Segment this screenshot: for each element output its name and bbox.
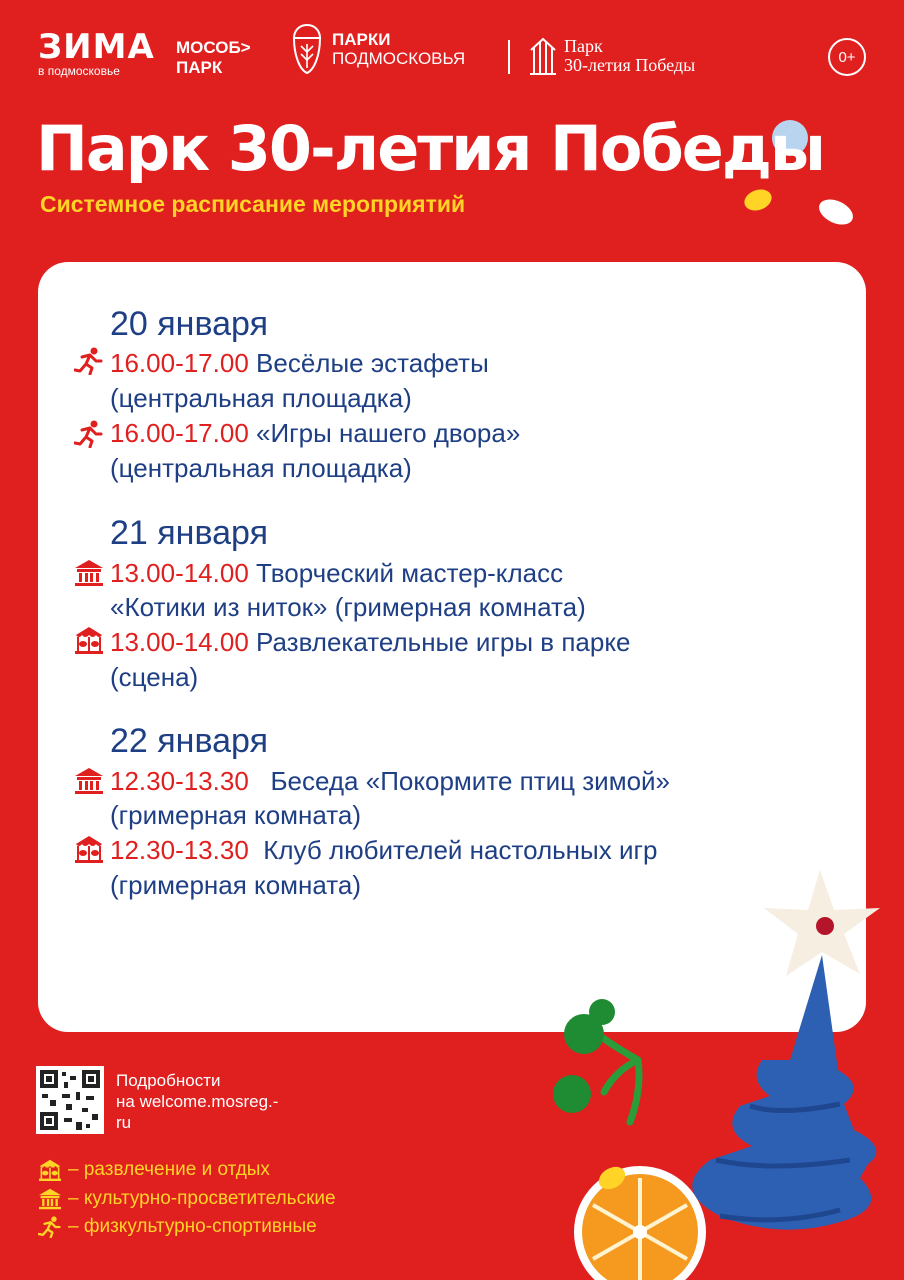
parki-podmoskovya-logo xyxy=(290,22,465,76)
monument-logo-icon xyxy=(528,36,558,76)
event-line xyxy=(110,346,489,380)
event-location: (центральная площадка) xyxy=(110,383,412,413)
event-line xyxy=(110,416,520,450)
zima-logo xyxy=(38,27,155,78)
header-divider xyxy=(508,40,510,74)
carousel-icon xyxy=(38,1159,62,1181)
day-date: 20 января xyxy=(110,305,268,343)
details-line3: ru xyxy=(116,1113,132,1132)
legend-label: – развлечение и отдых xyxy=(68,1159,270,1180)
event-time: 16.00-17.00 xyxy=(110,348,249,378)
event-title: Беседа «Покормите птиц зимой» xyxy=(248,766,671,796)
event-time: 13.00-14.00 xyxy=(110,558,249,588)
running-icon xyxy=(38,1216,62,1238)
event-time: 12.30-13.30 xyxy=(110,835,249,865)
legend-label: – физкультурно-спортивные xyxy=(68,1216,317,1237)
museum-icon xyxy=(74,767,104,795)
event-line xyxy=(110,764,670,798)
mosobpark-logo xyxy=(176,38,251,78)
museum-icon xyxy=(38,1188,62,1210)
day-date: 21 января xyxy=(110,514,268,552)
event-location: (центральная площадка) xyxy=(110,453,412,483)
event-title: Развлекательные игры в парке xyxy=(248,627,631,657)
legend-item-entertainment xyxy=(38,1159,270,1181)
event-location: (сцена) xyxy=(110,662,199,692)
parki-line1: ПАРКИ xyxy=(332,30,391,49)
page-title: Парк 30-летия Победы xyxy=(36,112,824,185)
event-location: (гримерная комната) xyxy=(110,870,362,900)
event-time: 12.30-13.30 xyxy=(110,766,249,796)
mosob-line1: МОСОБ> xyxy=(176,38,251,57)
park30-line2: 30-летия Победы xyxy=(564,55,696,75)
event-title: Весёлые эстафеты xyxy=(248,348,489,378)
event-time: 16.00-17.00 xyxy=(110,418,249,448)
running-icon xyxy=(74,420,104,448)
decor-christmas-tree xyxy=(520,860,904,1280)
event-line xyxy=(110,556,563,590)
day-date: 22 января xyxy=(110,722,268,760)
event-line xyxy=(110,625,630,659)
details-line2: на welcome.mosreg.- xyxy=(116,1092,279,1111)
event-time: 13.00-14.00 xyxy=(110,627,249,657)
legend-item-sport xyxy=(38,1216,317,1238)
event-location: (гримерная комната) xyxy=(110,800,362,830)
park30-line1: Парк xyxy=(564,36,603,56)
carousel-icon xyxy=(74,626,104,654)
museum-icon xyxy=(74,559,104,587)
running-icon xyxy=(74,347,104,375)
event-title: «Игры нашего двора» xyxy=(248,418,521,448)
zima-title: ЗИМА xyxy=(38,27,155,67)
event-title: Творческий мастер-класс xyxy=(248,558,564,588)
event-title: Клуб любителей настольных игр xyxy=(248,835,658,865)
legend-label: – культурно-просветительские xyxy=(68,1188,336,1209)
details-link[interactable] xyxy=(116,1070,278,1133)
legend-item-cultural xyxy=(38,1188,336,1210)
park30-logo xyxy=(528,36,695,76)
mosob-line2: ПАРК xyxy=(176,58,223,77)
acorn-logo-icon xyxy=(290,22,324,76)
age-rating-badge: 0+ xyxy=(828,38,866,76)
page-subtitle: Системное расписание мероприятий xyxy=(40,191,466,217)
carousel-icon xyxy=(74,835,104,863)
parki-line2: ПОДМОСКОВЬЯ xyxy=(332,49,466,68)
zima-subtitle: в подмосковье xyxy=(38,64,120,78)
event-location: «Котики из ниток» (гримерная комната) xyxy=(110,592,586,622)
qr-code[interactable] xyxy=(36,1066,104,1134)
details-line1: Подробности xyxy=(116,1071,221,1090)
